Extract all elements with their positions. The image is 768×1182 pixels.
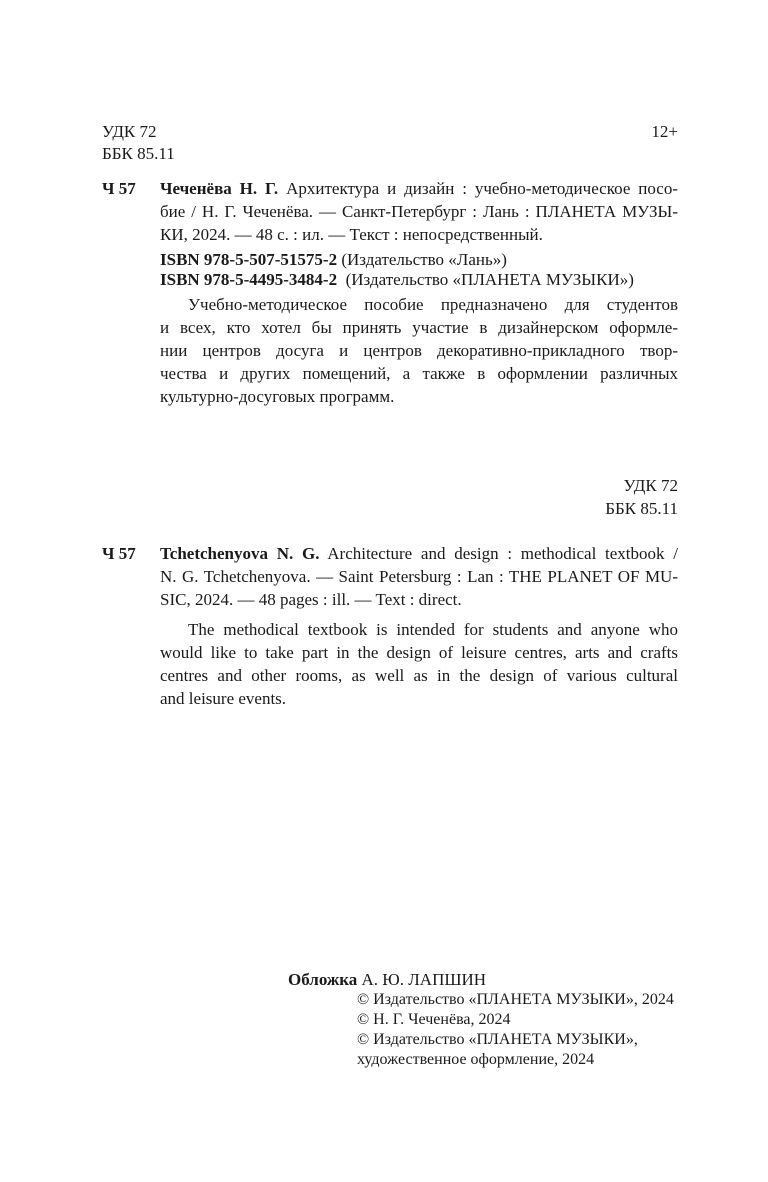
ru-abstract-line: нии центров досуга и центров декоративно-прикладного твор- [160, 341, 678, 360]
cover-credit: Обложка А. Ю. ЛАПШИН [288, 970, 487, 989]
en-abstract-line: The methodical textbook is intended for students and anyone who [188, 620, 678, 639]
ru-abstract-line: культурно-досуговых программ. [160, 387, 395, 406]
en-record-line1: Tchetchenyova N. G. Architecture and design : methodical textbook / [160, 544, 678, 563]
ru-abstract-line: чества и других помещений, а также в оформлении различных [160, 364, 678, 383]
ru-record-line1: Чеченёва Н. Г. Архитектура и дизайн : учебно-методическое посо- [160, 179, 678, 198]
isbn-planeta: ISBN 978-5-4495-3484-2 (Издательство «ПЛАНЕТА МУЗЫКИ») [160, 270, 634, 289]
copyright-publisher: © Издательство «ПЛАНЕТА МУЗЫКИ», 2024 [357, 991, 674, 1008]
age-rating: 12+ [651, 122, 678, 141]
udk-mid: УДК 72 [623, 476, 678, 495]
ru-author: Чеченёва Н. Г. [160, 179, 279, 198]
en-record-line3: SIC, 2024. — 48 pages : ill. — Text : direct. [160, 590, 462, 609]
en-abstract-line: would like to take part in the design of leisure centres, arts and crafts [160, 643, 678, 662]
ru-record-line3: КИ, 2024. — 48 с. : ил. — Текст : непосредственный. [160, 225, 543, 244]
udk-top: УДК 72 [102, 122, 157, 141]
en-code: Ч 57 [102, 544, 136, 563]
bbk-mid: ББК 85.11 [605, 499, 678, 518]
en-abstract-line: centres and other rooms, as well as in the design of various cultural [160, 666, 678, 685]
bbk-top: ББК 85.11 [102, 144, 175, 163]
ru-code: Ч 57 [102, 179, 136, 198]
copyright-design: © Издательство «ПЛАНЕТА МУЗЫКИ», [357, 1031, 638, 1048]
copyright-author: © Н. Г. Чеченёва, 2024 [357, 1011, 511, 1028]
en-record-line2: N. G. Tchetchenyova. — Saint Petersburg : Lan : THE PLANET OF MU- [160, 567, 678, 586]
ru-abstract-line: Учебно-методическое пособие предназначено для студентов [188, 295, 678, 314]
en-abstract-line: and leisure events. [160, 689, 287, 708]
copyright-design-cont: художественное оформление, 2024 [357, 1051, 595, 1068]
ru-record-line2: бие / Н. Г. Чеченёва. — Санкт-Петербург : Лань : ПЛАНЕТА МУЗЫ- [160, 202, 678, 221]
isbn-lan: ISBN 978-5-507-51575-2 (Издательство «Лань») [160, 250, 507, 269]
en-author: Tchetchenyova N. G. [160, 544, 320, 563]
ru-abstract-line: и всех, кто хотел бы принять участие в дизайнерском оформле- [160, 318, 678, 337]
